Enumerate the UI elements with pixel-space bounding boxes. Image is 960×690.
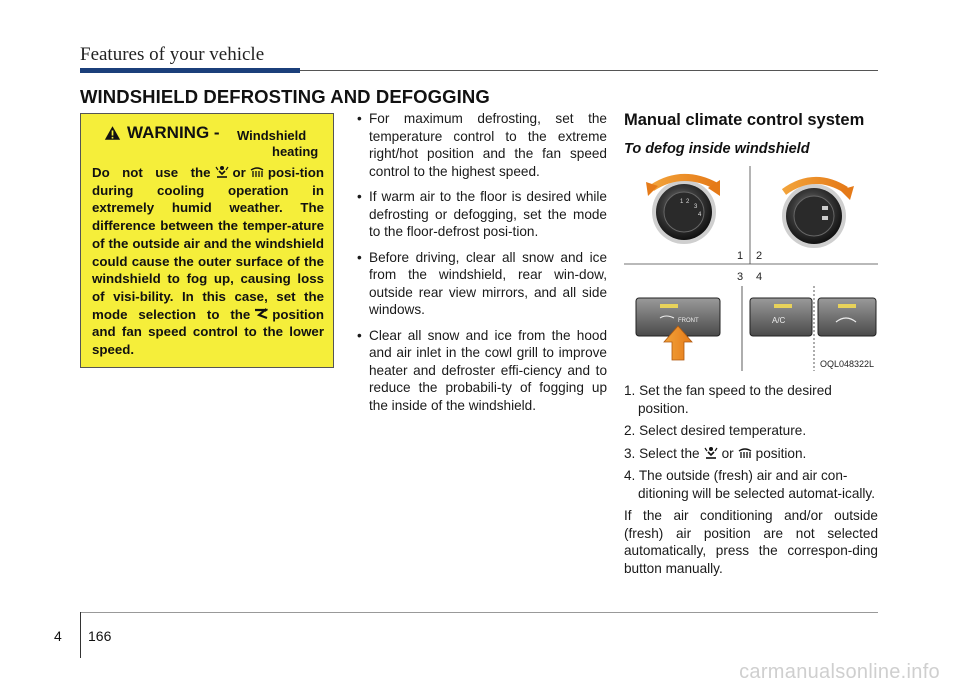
footer-divider: [80, 612, 81, 658]
step3-text-a: 3. Select the: [624, 445, 700, 461]
climate-control-illustration: [624, 166, 878, 371]
header-accent-bar: [80, 68, 300, 73]
bullet-item: • Clear all snow and ice from the hood and air inlet in the cowl grill to improve heater and defroster effi-ciency and to reduce the probabili-ty of fogging up the inside of the windshield.: [355, 327, 607, 415]
figure-label-3: 3: [737, 271, 744, 283]
step-item: 2. Select desired temperature.: [624, 423, 807, 438]
figure-label-1: 1: [737, 250, 744, 262]
floor-defrost-mode-icon: [703, 446, 719, 460]
figure-label-2: 2: [756, 250, 763, 262]
warning-text-2: or: [232, 165, 246, 180]
svg-text:2: 2: [686, 199, 690, 205]
ac-button: [750, 298, 812, 336]
step3-text-c: position.: [755, 445, 807, 461]
steps-list: [624, 382, 878, 502]
climate-control-figure: [624, 166, 878, 371]
header-rule: [300, 70, 878, 71]
svg-text:1: 1: [680, 199, 684, 205]
mode-knob: [782, 184, 846, 248]
section-title: WINDSHIELD DEFROSTING AND DEFOGGING: [80, 86, 490, 107]
warning-triangle-icon: [104, 125, 121, 141]
front-button-label: FRONT: [678, 318, 699, 324]
chapter-number: 4: [54, 628, 62, 644]
watermark: carmanualsonline.info: [739, 661, 940, 683]
recirculation-button: [818, 298, 876, 336]
bullet-list: [355, 110, 607, 422]
warning-title: WARNING -: [127, 123, 220, 142]
manual-climate-section: [624, 110, 878, 577]
svg-text:4: 4: [698, 212, 702, 218]
manual-climate-title: Manual climate control system: [624, 111, 865, 129]
warning-text: [92, 164, 324, 359]
fan-speed-knob: [652, 180, 716, 244]
footer-rule: [80, 612, 878, 613]
warning-subtitle-2: heating: [272, 144, 319, 159]
warning-text-1: Do not use the: [92, 165, 211, 180]
defrost-mode-icon: [737, 446, 753, 460]
step-item: 4. The outside (fresh) air and air con-ditioning will be selected automat-ically.: [624, 468, 876, 501]
floor-defrost-position-icon: [253, 307, 269, 321]
defog-subtitle: To defog inside windshield: [624, 141, 810, 157]
step-item-3: [624, 445, 878, 463]
defrost-mode-icon: [249, 165, 265, 179]
warning-box: [80, 113, 334, 368]
bullet-item: • Before driving, clear all snow and ice from the windshield, rear win-dow, outside rear view mirrors, and all side windows.: [355, 249, 607, 319]
ac-button-label: A/C: [772, 316, 786, 325]
step3-text-b: or: [721, 445, 734, 461]
warning-text-4: position and fan speed control to the lower speed.: [92, 306, 324, 358]
chapter-header: Features of your vehicle: [80, 44, 265, 65]
floor-defrost-mode-icon: [214, 165, 230, 179]
figure-label-4: 4: [756, 271, 763, 283]
warning-text-3: posi-tion during cooling operation in extremely humid weather. The difference between the temper-ature of the outside air and the windshield could cause the outer surface of the windshield to fog up, causing loss of visi-bility. In this case, set the mode selection to the: [92, 165, 324, 322]
page-number: 166: [88, 628, 112, 644]
manual-note: If the air conditioning and/or outside (fresh) air position are not selected automatically, press the correspon-ding button manually.: [624, 508, 878, 576]
warning-subtitle: Windshield: [237, 128, 307, 143]
bullet-item: • For maximum defrosting, set the temperature control to the extreme right/hot position and the fan speed control to the highest speed.: [355, 110, 607, 180]
step-item: 1. Set the fan speed to the desired position.: [624, 383, 832, 416]
bullet-item: • If warm air to the floor is desired while defrosting or defogging, set the mode to the floor-defrost posi-tion.: [355, 188, 607, 241]
svg-text:3: 3: [694, 204, 698, 210]
figure-code: OQL048322L: [819, 359, 874, 369]
